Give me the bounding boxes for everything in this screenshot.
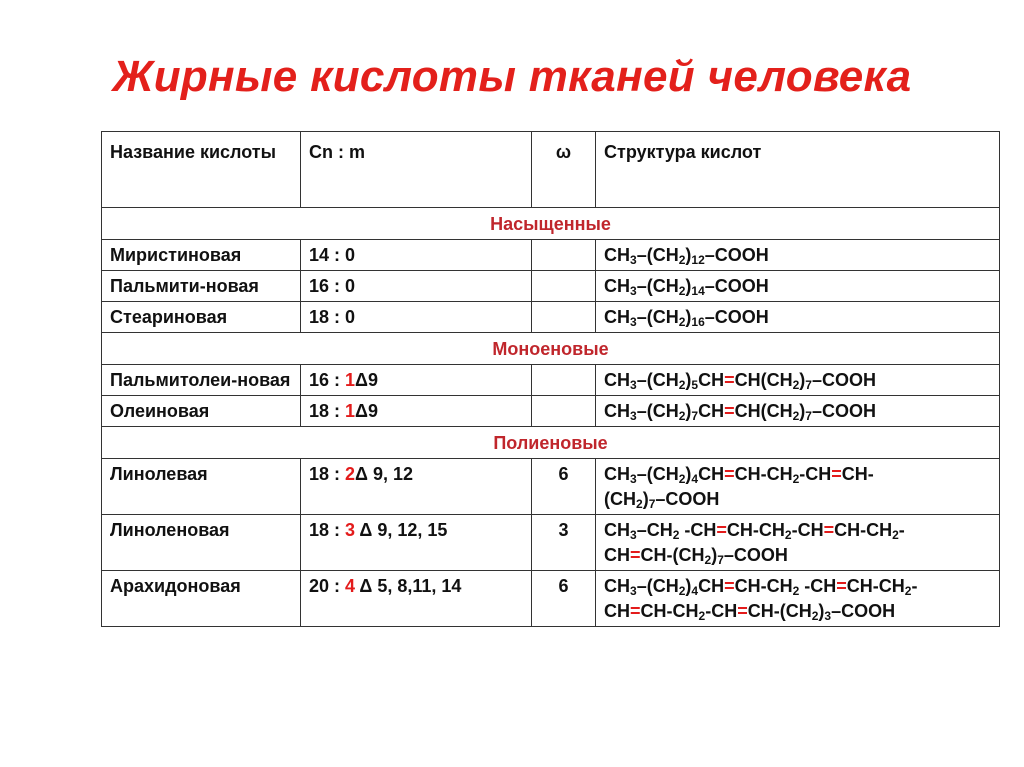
- formula-subscript: 3: [630, 528, 637, 542]
- formula-text: CH: [698, 401, 725, 421]
- formula-text: ): [685, 464, 692, 484]
- formula-text: ): [799, 370, 806, 390]
- double-bond-count: 1: [345, 370, 356, 390]
- double-bond-mark: =: [630, 545, 641, 565]
- formula-subscript: 2: [792, 409, 800, 423]
- fatty-acids-table: [101, 131, 1000, 627]
- cn-prefix: 16 : 0: [309, 276, 356, 296]
- structure-formula: [596, 302, 1000, 333]
- formula-subscript: 3: [630, 378, 637, 392]
- formula-text: –CH: [636, 520, 673, 540]
- formula-subscript: 2: [792, 378, 800, 392]
- formula-text: CH-CH: [734, 464, 793, 484]
- group-row: [102, 208, 1000, 240]
- group-row: [102, 427, 1000, 459]
- double-bond-mark: =: [724, 370, 735, 390]
- acid-name: Миристиновая: [102, 240, 301, 271]
- acid-name: Линоленовая: [102, 515, 301, 571]
- formula-text: -CH: [799, 464, 832, 484]
- header-cn: Cn : m: [301, 132, 532, 208]
- formula-subscript: 2: [792, 472, 800, 486]
- double-bond-positions: Δ 5, 8,11, 14: [355, 576, 462, 596]
- formula-text: –COOH: [831, 601, 896, 621]
- formula-text: -CH: [791, 520, 824, 540]
- formula-text: –(CH: [636, 245, 679, 265]
- cn-prefix: 20 :: [309, 576, 346, 596]
- formula-text: –COOH: [811, 401, 876, 421]
- header-structure: Структура кислот: [596, 132, 1000, 208]
- formula-subscript: 3: [630, 315, 637, 329]
- formula-text: CH: [604, 576, 630, 596]
- omega-value: [532, 240, 596, 271]
- header-row: [102, 132, 1000, 208]
- cn-prefix: 18 :: [309, 464, 346, 484]
- table-row: [102, 396, 1000, 427]
- formula-subscript: 7: [805, 378, 812, 392]
- double-bond-positions: Δ 9, 12: [355, 464, 414, 484]
- formula-text: CH: [604, 370, 630, 390]
- group-label: Моноеновые: [102, 333, 1000, 365]
- formula-subscript: 2: [678, 409, 686, 423]
- formula-text: –COOH: [704, 307, 769, 327]
- double-bond-positions: Δ 9, 12, 15: [355, 520, 448, 540]
- formula-subscript: 7: [648, 497, 656, 511]
- omega-value: [532, 396, 596, 427]
- double-bond-positions: Δ9: [355, 370, 378, 390]
- formula-text: CH-CH: [726, 520, 785, 540]
- table-row: [102, 571, 1000, 627]
- omega-value: 6: [532, 459, 596, 515]
- formula-subscript: 3: [630, 584, 637, 598]
- group-row: [102, 333, 1000, 365]
- formula-subscript: 7: [805, 409, 812, 423]
- formula-text: ): [711, 545, 718, 565]
- cn-formula: [301, 396, 532, 427]
- formula-subscript: 2: [904, 584, 912, 598]
- structure-formula: [596, 365, 1000, 396]
- formula-subscript: 2: [811, 609, 819, 623]
- formula-text: (CH: [604, 489, 636, 509]
- formula-subscript: 5: [691, 378, 699, 392]
- header-omega: ω: [532, 132, 596, 208]
- double-bond-mark: =: [831, 464, 842, 484]
- formula-subscript: 7: [717, 553, 724, 567]
- formula-text: CH: [698, 370, 725, 390]
- table-row: [102, 302, 1000, 333]
- double-bond-mark: =: [724, 464, 735, 484]
- formula-subscript: 2: [704, 553, 712, 567]
- cn-prefix: 18 :: [309, 401, 346, 421]
- acid-name: Стеариновая: [102, 302, 301, 333]
- formula-text: CH: [698, 576, 725, 596]
- double-bond-positions: Δ9: [355, 401, 378, 421]
- formula-text: ): [685, 576, 692, 596]
- formula-text: CH-CH: [846, 576, 905, 596]
- formula-text: ): [799, 401, 806, 421]
- double-bond-count: 2: [345, 464, 356, 484]
- table-row: [102, 515, 1000, 571]
- formula-text: CH: [604, 401, 630, 421]
- cn-formula: [301, 240, 532, 271]
- formula-text: CH: [604, 307, 630, 327]
- acid-name: Линолевая: [102, 459, 301, 515]
- double-bond-count: 3: [345, 520, 356, 540]
- formula-text: –COOH: [723, 545, 788, 565]
- formula-text: -: [898, 520, 905, 540]
- cn-formula: [301, 271, 532, 302]
- structure-formula: [596, 515, 1000, 571]
- formula-subscript: 2: [636, 497, 643, 511]
- formula-text: –(CH: [636, 276, 679, 296]
- formula-subscript: 2: [678, 315, 686, 329]
- formula-subscript: 2: [698, 609, 706, 623]
- slide-title: Жирные кислоты тканей человека: [112, 52, 912, 101]
- structure-formula: [596, 396, 1000, 427]
- omega-value: 6: [532, 571, 596, 627]
- structure-formula: [596, 459, 1000, 515]
- formula-subscript: 2: [892, 528, 899, 542]
- double-bond-mark: =: [630, 601, 641, 621]
- formula-subscript: 2: [784, 528, 792, 542]
- table-row: [102, 459, 1000, 515]
- cn-prefix: 16 :: [309, 370, 346, 390]
- formula-text: CH(CH: [734, 401, 793, 421]
- formula-text: –(CH: [636, 370, 679, 390]
- structure-formula: [596, 571, 1000, 627]
- formula-subscript: 2: [678, 584, 686, 598]
- acid-name: Пальмитолеи-новая: [102, 365, 301, 396]
- cn-formula: [301, 459, 532, 515]
- group-label: Насыщенные: [102, 208, 1000, 240]
- formula-subscript: 2: [678, 253, 686, 267]
- formula-text: CH-(CH: [747, 601, 812, 621]
- formula-text: CH-(CH: [640, 545, 705, 565]
- cn-prefix: 18 : 0: [309, 307, 356, 327]
- header-name: Название кислоты: [102, 132, 301, 208]
- formula-subscript: 3: [824, 609, 832, 623]
- formula-subscript: 2: [792, 584, 800, 598]
- structure-formula: [596, 271, 1000, 302]
- formula-subscript: 3: [630, 409, 637, 423]
- double-bond-mark: =: [724, 576, 735, 596]
- double-bond-mark: =: [836, 576, 847, 596]
- formula-text: –COOH: [811, 370, 876, 390]
- formula-subscript: 12: [691, 253, 705, 267]
- formula-text: ): [818, 601, 825, 621]
- formula-text: -CH: [799, 576, 837, 596]
- cn-prefix: 14 : 0: [309, 245, 356, 265]
- formula-text: –(CH: [636, 401, 679, 421]
- omega-value: 3: [532, 515, 596, 571]
- formula-subscript: 3: [630, 472, 637, 486]
- formula-subscript: 2: [678, 284, 686, 298]
- formula-text: ): [685, 370, 692, 390]
- formula-text: ): [642, 489, 649, 509]
- table-body: [102, 132, 1000, 627]
- double-bond-mark: =: [716, 520, 727, 540]
- structure-formula: [596, 240, 1000, 271]
- formula-text: CH-CH: [640, 601, 699, 621]
- formula-subscript: 3: [630, 253, 637, 267]
- cn-formula: [301, 571, 532, 627]
- acid-name: Олеиновая: [102, 396, 301, 427]
- formula-text: ): [685, 276, 692, 296]
- formula-text: –COOH: [704, 245, 769, 265]
- table-row: [102, 240, 1000, 271]
- formula-subscript: 4: [691, 472, 699, 486]
- formula-text: –COOH: [655, 489, 720, 509]
- omega-value: [532, 271, 596, 302]
- double-bond-count: 1: [345, 401, 356, 421]
- formula-text: –(CH: [636, 464, 679, 484]
- double-bond-mark: =: [737, 601, 748, 621]
- formula-text: –COOH: [704, 276, 769, 296]
- formula-subscript: 2: [678, 378, 686, 392]
- formula-subscript: 16: [691, 315, 705, 329]
- omega-value: [532, 365, 596, 396]
- formula-text: CH: [698, 464, 725, 484]
- cn-formula: [301, 515, 532, 571]
- formula-text: –(CH: [636, 576, 679, 596]
- cn-formula: [301, 302, 532, 333]
- formula-text: -CH: [679, 520, 717, 540]
- formula-subscript: 2: [672, 528, 680, 542]
- formula-text: –(CH: [636, 307, 679, 327]
- cn-prefix: 18 :: [309, 520, 346, 540]
- acid-name: Арахидоновая: [102, 571, 301, 627]
- formula-text: -: [911, 576, 918, 596]
- formula-text: ): [685, 307, 692, 327]
- formula-text: CH-CH: [834, 520, 893, 540]
- double-bond-count: 4: [345, 576, 356, 596]
- table-row: [102, 271, 1000, 302]
- formula-text: ): [685, 245, 692, 265]
- omega-value: [532, 302, 596, 333]
- formula-text: CH: [604, 601, 630, 621]
- formula-text: CH: [604, 245, 630, 265]
- formula-text: CH-: [841, 464, 874, 484]
- formula-text: CH: [604, 520, 630, 540]
- formula-subscript: 4: [691, 584, 699, 598]
- formula-subscript: 14: [691, 284, 705, 298]
- formula-text: -CH: [705, 601, 738, 621]
- formula-text: CH(CH: [734, 370, 793, 390]
- group-label: Полиеновые: [102, 427, 1000, 459]
- formula-text: CH: [604, 464, 630, 484]
- formula-subscript: 2: [678, 472, 686, 486]
- formula-subscript: 7: [691, 409, 699, 423]
- formula-text: CH: [604, 276, 630, 296]
- double-bond-mark: =: [823, 520, 835, 540]
- formula-text: ): [685, 401, 692, 421]
- formula-subscript: 3: [630, 284, 637, 298]
- cn-formula: [301, 365, 532, 396]
- double-bond-mark: =: [724, 401, 735, 421]
- formula-text: CH-CH: [734, 576, 793, 596]
- acid-name: Пальмити-новая: [102, 271, 301, 302]
- table-row: [102, 365, 1000, 396]
- formula-text: CH: [604, 545, 630, 565]
